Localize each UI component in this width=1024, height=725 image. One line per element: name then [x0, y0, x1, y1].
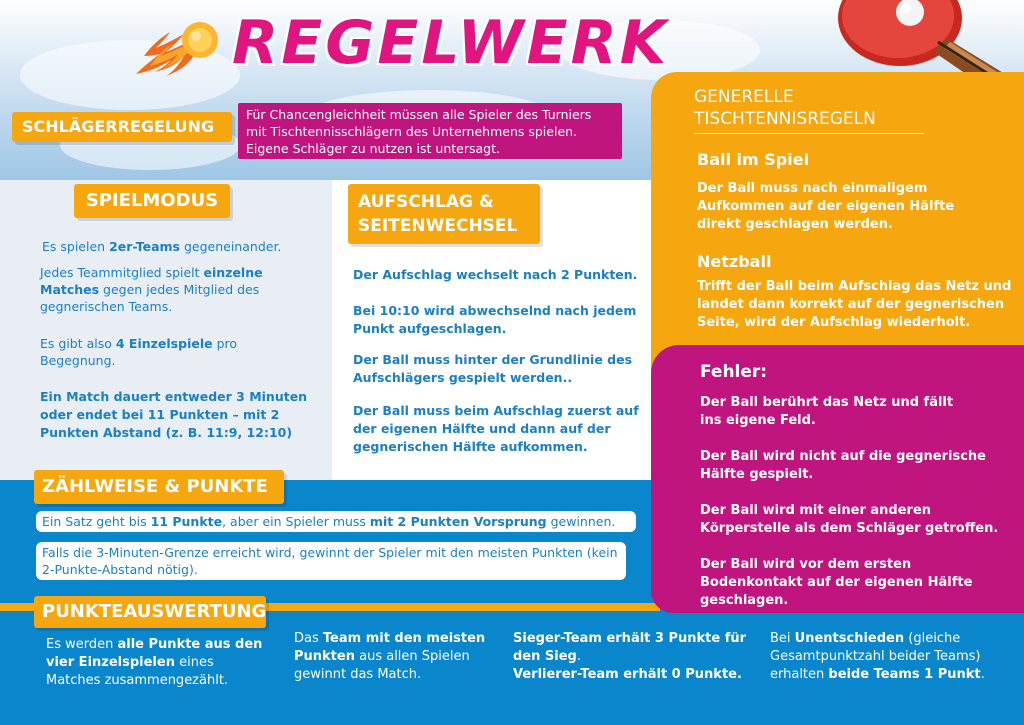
punkteauswertung-heading: PUNKTEAUSWERTUNG: [34, 596, 266, 628]
netzball-text: Trifft der Ball beim Aufschlag das Netz und landet dann korrekt auf der gegnerischen Seite, wird der Aufschlag wiederholt.: [697, 279, 1012, 330]
zaehlweise-p1: Ein Satz geht bis 11 Punkte, aber ein Spieler muss mit 2 Punkten Vorsprung gewinnen.: [36, 511, 636, 532]
fehler-p3: Der Ball wird mit einer anderen Körperstelle als dem Schläger getroffen.: [700, 503, 999, 536]
aufschlag-p2: Bei 10:10 wird abwechselnd nach jedem Punkt aufgeschlagen.: [353, 303, 637, 336]
schlaegerregelung-heading: SCHLÄGERREGELUNG: [12, 112, 232, 142]
fehler-heading: Fehler:: [700, 362, 768, 382]
spielmodus-p1: Es spielen 2er-Teams gegeneinander.: [42, 239, 282, 254]
netzball-heading: Netzball: [697, 252, 772, 271]
punkteauswertung-col3: Sieger-Team erhält 3 Punkte für den Sieg. Verlierer-Team erhält 0 Punkte.: [513, 631, 747, 682]
spielmodus-p3: Es gibt also 4 Einzelspiele pro Begegnung.: [40, 336, 238, 368]
generelle-underline: [694, 133, 924, 134]
spielmodus-heading: SPIELMODUS: [74, 184, 230, 218]
spielmodus-p2: Jedes Teammitglied spielt einzelne Matches gegen jedes Mitglied des gegnerischen Teams.: [40, 265, 263, 314]
aufschlag-p1: Der Aufschlag wechselt nach 2 Punkten.: [353, 267, 638, 282]
spielmodus-p4: Ein Match dauert entweder 3 Minuten oder endet bei 11 Punkten – mit 2 Punkten Abstand (z. B. 11:9, 12:10): [40, 389, 308, 440]
fireball-icon: [126, 12, 226, 82]
punkteauswertung-col4: Bei Unentschieden (gleiche Gesamtpunktzahl beider Teams) erhalten beide Teams 1 Punkt.: [770, 631, 985, 682]
fehler-p1: Der Ball berührt das Netz und fällt ins eigene Feld.: [700, 395, 954, 428]
zaehlweise-p2: Falls die 3-Minuten-Grenze erreicht wird, gewinnt der Spieler mit den meisten Punkten (kein 2-Punkte-Abstand nötig).: [36, 542, 626, 580]
page-title: REGELWERK: [232, 8, 670, 78]
zaehlweise-heading: ZÄHLWEISE & PUNKTE: [34, 470, 284, 504]
fehler-p4: Der Ball wird vor dem ersten Bodenkontakt auf der eigenen Hälfte geschlagen.: [700, 557, 973, 608]
schlaegerregelung-text: Für Chancengleichheit müssen alle Spieler des Turniers mit Tischtennisschlägern des Unternehmens spielen. Eigene Schläger zu nutzen ist untersagt.: [238, 103, 622, 159]
aufschlag-heading: AUFSCHLAG & SEITENWECHSEL: [348, 184, 540, 244]
ball-im-spiel-heading: Ball im Spiel: [697, 150, 810, 169]
fehler-p2: Der Ball wird nicht auf die gegnerische Hälfte gespielt.: [700, 449, 986, 482]
aufschlag-p4: Der Ball muss beim Aufschlag zuerst auf der eigenen Hälfte und dann auf der gegnerischen Hälfte aufkommen.: [353, 403, 639, 454]
aufschlag-p3: Der Ball muss hinter der Grundlinie des Aufschlägers gespielt werden..: [353, 352, 633, 385]
punkteauswertung-col1: Es werden alle Punkte aus den vier Einzelspielen eines Matches zusammengezählt.: [46, 637, 263, 688]
generelle-heading: GENERELLE TISCHTENNISREGELN: [694, 87, 876, 129]
punkteauswertung-col2: Das Team mit den meisten Punkten aus allen Spielen gewinnt das Match.: [294, 631, 486, 682]
ball-im-spiel-text: Der Ball muss nach einmaligem Aufkommen auf der eigenen Hälfte direkt geschlagen werden.: [697, 181, 955, 232]
